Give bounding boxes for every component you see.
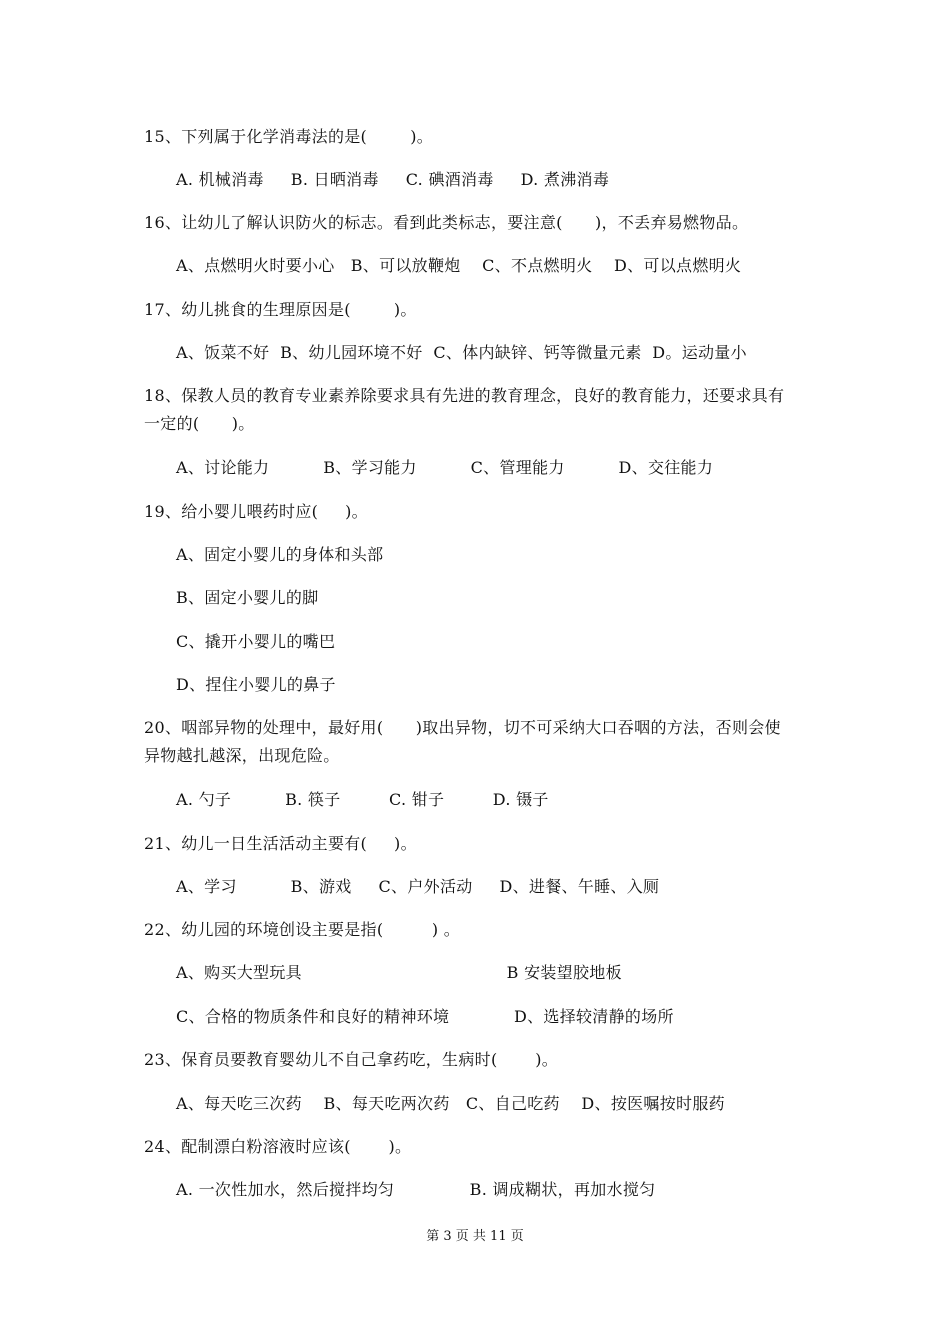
- question-21-options: A、学习 B、游戏 C、户外活动 D、进餐、午睡、入厕: [176, 877, 660, 896]
- question-22-options-row1: A、购买大型玩具 B 安装望胶地板: [176, 963, 622, 982]
- question-15-text: 15、下列属于化学消毒法的是( )。: [144, 127, 434, 146]
- question-15-options: A. 机械消毒 B. 日晒消毒 C. 碘酒消毒 D. 煮沸消毒: [176, 170, 610, 189]
- question-17-options: A、饭菜不好 B、幼儿园环境不好 C、体内缺锌、钙等微量元素 D。运动量小: [176, 343, 747, 362]
- question-20-options: A. 勺子 B. 筷子 C. 钳子 D. 镊子: [176, 790, 549, 809]
- question-21-text: 21、幼儿一日生活活动主要有( )。: [144, 834, 417, 853]
- question-24-text: 24、配制漂白粉溶液时应该( )。: [144, 1137, 412, 1156]
- question-23-text: 23、保育员要教育婴幼儿不自己拿药吃，生病时( )。: [144, 1050, 559, 1069]
- question-19-text: 19、给小婴儿喂药时应( )。: [144, 502, 368, 521]
- question-22-options-row2: C、合格的物质条件和良好的精神环境 D、选择较清静的场所: [176, 1007, 674, 1026]
- question-22-text: 22、幼儿园的环境创设主要是指( ) 。: [144, 920, 461, 939]
- question-20-text-cont: 异物越扎越深，出现危险。: [144, 746, 340, 765]
- question-23-options: A、每天吃三次药 B、每天吃两次药 C、自己吃药 D、按医嘱按时服药: [176, 1094, 725, 1113]
- page-number-footer: 第 3 页 共 11 页: [426, 1229, 524, 1244]
- question-19-option-b: B、固定小婴儿的脚: [176, 588, 319, 607]
- question-24-options: A. 一次性加水，然后搅拌均匀 B. 调成糊状，再加水搅匀: [176, 1180, 656, 1199]
- question-16-options: A、点燃明火时要小心 B、可以放鞭炮 C、不点燃明火 D、可以点燃明火: [176, 256, 742, 275]
- question-19-option-d: D、捏住小婴儿的鼻子: [176, 675, 336, 694]
- question-19-option-a: A、固定小婴儿的身体和头部: [176, 545, 384, 564]
- question-18-text-cont: 一定的( )。: [144, 414, 255, 433]
- question-18-text: 18、保教人员的教育专业素养除要求具有先进的教育理念，良好的教育能力，还要求具有: [144, 386, 785, 405]
- question-19-option-c: C、撬开小婴儿的嘴巴: [176, 632, 336, 651]
- question-18-options: A、讨论能力 B、学习能力 C、管理能力 D、交往能力: [176, 458, 714, 477]
- question-20-text: 20、咽部异物的处理中，最好用( )取出异物，切不可采纳大口吞咽的方法，否则会使: [144, 718, 781, 737]
- question-16-text: 16、让幼儿了解认识防火的标志。看到此类标志，要注意( )，不丢弃易燃物品。: [144, 213, 749, 232]
- question-17-text: 17、幼儿挑食的生理原因是( )。: [144, 300, 417, 319]
